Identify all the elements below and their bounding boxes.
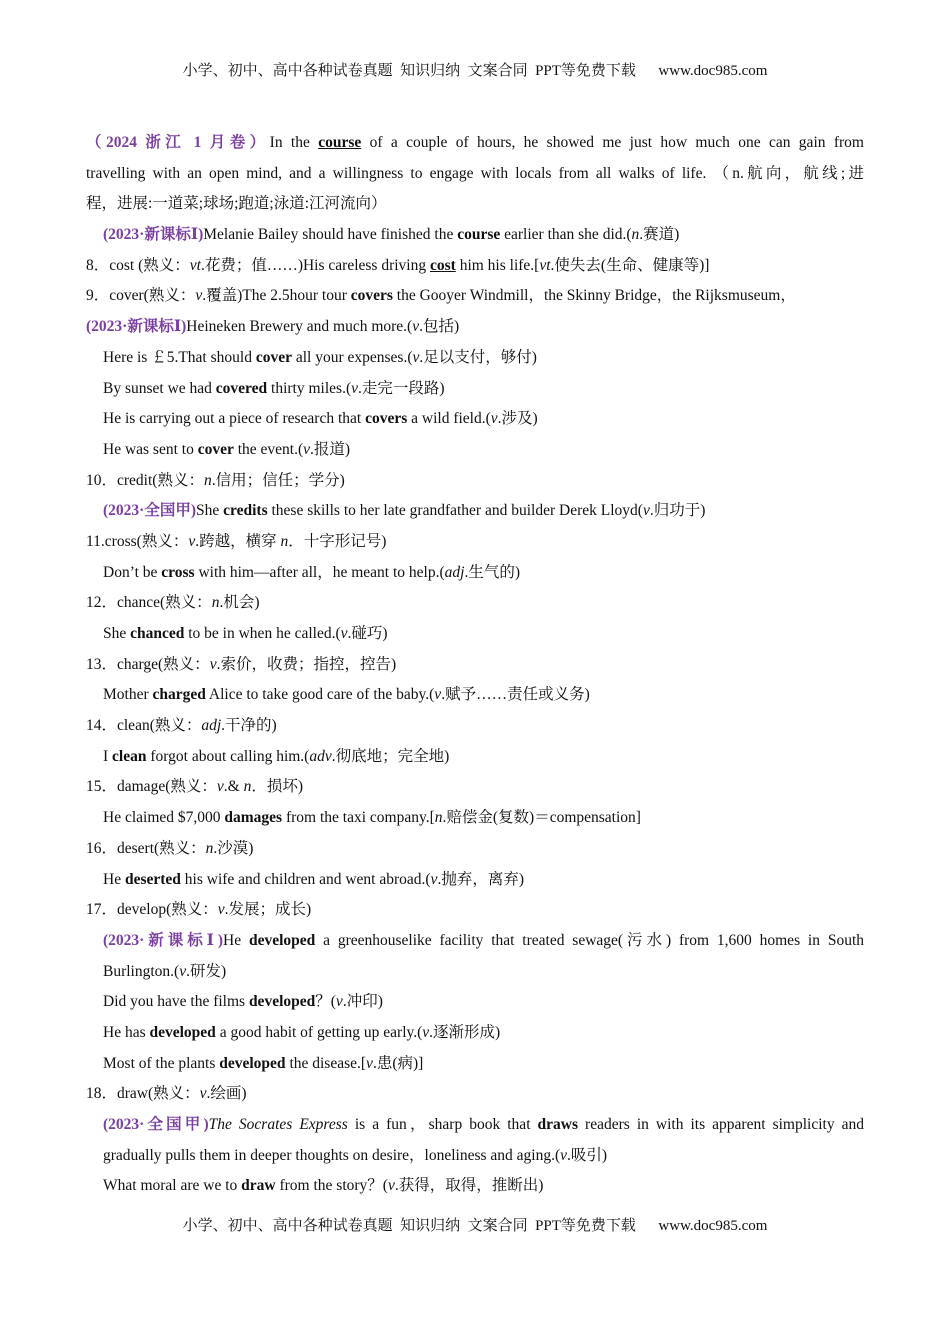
text-run: He is carrying out a piece of research that (103, 410, 366, 428)
text-line (86, 772, 864, 803)
text-line (86, 1141, 864, 1172)
text-run: 12．chance(熟义： (86, 594, 212, 612)
text-run: .绘画) (206, 1085, 247, 1103)
text-run: 18．draw(熟义： (86, 1085, 200, 1103)
text-run: thirty miles.( (267, 379, 352, 397)
text-line (86, 834, 864, 865)
text-run: .抛弃，离弃) (437, 870, 524, 888)
italic-text: adj (444, 563, 465, 581)
text-run: Burlington.( (103, 962, 180, 980)
text-run: to be in when he called.( (184, 625, 341, 642)
text-run: I (103, 747, 113, 765)
text-run: 10．credit(熟义： (86, 471, 204, 489)
text-run: .& (223, 778, 244, 796)
italic-text: v (387, 1177, 395, 1195)
text-run: .花费；值……)His careless driving (200, 256, 430, 274)
text-run: .发展；成长) (224, 901, 312, 919)
text-run: forgot about calling him.( (146, 747, 310, 765)
text-run: Heineken Brewery and much more.( (186, 318, 413, 336)
page-footer: 小学、初中、高中各种试卷真题 知识归纳 文案合同 PPT等免费下载 www.doc985.com (182, 1218, 768, 1234)
text-run: Here is ￡5.That should (103, 348, 256, 366)
text-run: 16．desert(熟义： (86, 839, 206, 857)
text-run: .沙漠) (213, 839, 254, 857)
text-run: Don’t be (103, 563, 162, 581)
text-run: .涉及) (497, 410, 538, 428)
text-run: .赛道) (639, 226, 680, 244)
text-run: 11.cross(熟义： (86, 532, 189, 550)
italic-text: v (351, 379, 358, 397)
text-line (86, 711, 864, 742)
text-run: the Gooyer Windmill，the Skinny Bridge，the Rijksmuseum， (392, 287, 796, 305)
text-line (86, 680, 864, 711)
text-run: .碰巧) (347, 625, 388, 642)
text-line (86, 527, 864, 558)
text-run: .逐渐形成) (429, 1023, 501, 1041)
text-run: him his life.[ (455, 256, 540, 274)
text-run: Did you have the films (103, 993, 249, 1011)
text-run: 13．charge(熟义： (86, 655, 210, 673)
text-run: 15．damage(熟义： (86, 778, 217, 796)
text-run: Mother (103, 686, 153, 704)
text-line (86, 128, 864, 159)
italic-text: n (434, 809, 443, 827)
text-run: He (223, 931, 249, 949)
text-line (86, 435, 864, 466)
keyword: course (457, 226, 501, 244)
text-line (86, 865, 864, 896)
keyword: cover (255, 348, 292, 366)
text-line (86, 1171, 864, 1202)
text-line (86, 1018, 864, 1049)
text-run: He was sent to (103, 440, 198, 458)
text-run: 17．develop(熟义： (86, 901, 218, 919)
text-line (86, 466, 864, 497)
underlined-keyword: cost (429, 256, 456, 274)
text-run: ．十字形记号) (288, 532, 387, 550)
document-body (86, 128, 864, 1202)
text-line (86, 343, 864, 374)
text-run: readers in with its apparent simplicity and (578, 1116, 864, 1133)
text-run: 14．clean(熟义： (86, 717, 202, 735)
italic-text: v (199, 1085, 207, 1103)
text-line (86, 251, 864, 282)
text-run: 程，进展:一道菜;球场;跑道;泳道:江河流向） (86, 195, 387, 213)
keyword: damages (224, 809, 283, 827)
keyword: cross (161, 563, 195, 581)
italic-text: v (216, 778, 224, 796)
text-run: is a fun，sharp book that (347, 1116, 538, 1133)
source-tag: (2023·全国甲) (103, 1116, 209, 1133)
text-run: the disease.[ (285, 1054, 367, 1072)
text-run: earlier than she did.( (500, 226, 632, 244)
text-line (86, 619, 864, 650)
text-run: .使失去(生命、健康等)] (550, 256, 710, 274)
text-line (86, 404, 864, 435)
source-tag: (2023·新课标Ⅰ) (103, 931, 224, 949)
keyword: covers (350, 287, 393, 305)
italic-text: v (434, 686, 442, 704)
text-run: these skills to her late grandfather and builder Derek Lloyd( (267, 502, 643, 520)
text-line (86, 312, 864, 343)
italic-text: The Socrates Express (208, 1116, 348, 1133)
text-run: .冲印) (342, 993, 383, 1011)
text-run: In the (269, 134, 319, 151)
keyword: deserted (124, 870, 181, 888)
text-line (86, 926, 864, 957)
text-run: .包括) (419, 318, 460, 336)
text-run: the event.( (233, 440, 304, 458)
source-tag: (2023·全国甲) (103, 502, 196, 520)
keyword: draws (537, 1116, 579, 1133)
text-run: .跨越，横穿 (195, 532, 281, 550)
italic-text: n (203, 471, 212, 489)
italic-text: v (195, 287, 203, 305)
text-run: a greenhouselike facility that treated sewage(污水) from 1,600 homes in South (315, 931, 864, 949)
underlined-keyword: course (318, 134, 362, 151)
source-tag: (2023·新课标Ⅰ) (86, 318, 187, 336)
text-line (86, 957, 864, 988)
text-run: with him—after all，he meant to help.( (194, 563, 445, 581)
text-line (86, 987, 864, 1018)
text-run: .患(病)] (372, 1054, 424, 1072)
text-run: .研发) (186, 962, 227, 980)
text-run: gradually pulls them in deeper thoughts on desire，loneliness and aging.( (103, 1146, 561, 1164)
source-tag: （2024 浙江 1 月卷） (86, 134, 270, 151)
text-run: .覆盖)The 2.5hour tour (202, 287, 351, 305)
text-run: By sunset we had (103, 379, 216, 397)
italic-text: n (280, 532, 289, 550)
italic-text: v (179, 962, 187, 980)
text-run: Melanie Bailey should have finished the (203, 226, 458, 244)
text-run: .信用；信任；学分) (211, 471, 345, 489)
italic-text: v (366, 1054, 373, 1072)
italic-text: v (560, 1146, 568, 1164)
italic-text: n (631, 226, 640, 244)
text-run: .索价，收费；指控，控告) (216, 655, 397, 673)
text-run: .赔偿金(复数)＝compensation] (442, 809, 641, 827)
italic-text: v (430, 870, 438, 888)
italic-text: vt (189, 256, 201, 274)
text-line (86, 220, 864, 251)
text-line (86, 374, 864, 405)
text-line (86, 803, 864, 834)
text-run: all your expenses.( (291, 348, 413, 366)
italic-text: v (412, 318, 420, 336)
text-line (86, 558, 864, 589)
text-run: 8．cost (熟义： (86, 256, 190, 274)
italic-text: v (422, 1023, 430, 1041)
text-line (86, 1049, 864, 1080)
italic-text: v (335, 993, 343, 1011)
italic-text: vt (539, 256, 551, 274)
text-run: She (103, 625, 131, 642)
italic-text: v (340, 625, 348, 642)
source-tag: (2023·新课标Ⅰ) (103, 226, 204, 244)
keyword: covers (365, 410, 408, 428)
text-run: He claimed $7,000 (103, 809, 225, 827)
keyword: credits (223, 502, 268, 520)
text-run: travelling with an open mind, and a willingness to engage with locals from all walks of life. （n.航向，航线;进 (86, 164, 864, 182)
text-run: ．损坏) (251, 778, 303, 796)
text-run: He has (103, 1023, 150, 1041)
text-run: Alice to take good care of the baby.( (205, 686, 435, 704)
text-run: .生气的) (464, 563, 521, 581)
text-run: a good habit of getting up early.( (215, 1023, 423, 1041)
keyword: developed (149, 1023, 216, 1041)
keyword: covered (215, 379, 268, 397)
keyword: developed (219, 1054, 286, 1072)
italic-text: n (243, 778, 252, 796)
text-run: of a couple of hours, he showed me just how much one can gain from (361, 134, 864, 151)
text-run: .彻底地；完全地) (331, 747, 450, 765)
italic-text: v (412, 348, 420, 366)
italic-text: v (209, 655, 217, 673)
text-line (86, 159, 864, 190)
text-run: .获得，取得，推断出) (394, 1177, 544, 1195)
text-line (86, 281, 864, 312)
italic-text: n (211, 594, 220, 612)
text-run: a wild field.( (407, 410, 491, 428)
text-run: .赋予……责任或义务) (441, 686, 590, 704)
keyword: developed (248, 993, 316, 1011)
keyword: clean (112, 747, 147, 765)
text-line (86, 1110, 864, 1141)
text-line (86, 496, 864, 527)
text-run: ？( (315, 993, 336, 1011)
keyword: charged (152, 686, 206, 704)
text-run: .走完一段路) (358, 379, 445, 397)
text-run: .足以支付，够付) (419, 348, 537, 366)
text-run: .机会) (219, 594, 260, 612)
italic-text: v (188, 532, 196, 550)
text-run: his wife and children and went abroad.( (180, 870, 431, 888)
text-run: Most of the plants (103, 1054, 220, 1072)
text-line (86, 189, 864, 220)
keyword: cover (197, 440, 234, 458)
keyword: draw (241, 1177, 276, 1195)
text-run: .报道) (310, 440, 351, 458)
text-line (86, 1079, 864, 1110)
italic-text: adj (201, 717, 222, 735)
italic-text: v (490, 410, 498, 428)
italic-text: n (205, 839, 214, 857)
italic-text: v (217, 901, 225, 919)
text-run: .干净的) (221, 717, 277, 735)
text-line (86, 650, 864, 681)
italic-text: v (303, 440, 311, 458)
page-header: 小学、初中、高中各种试卷真题 知识归纳 文案合同 PPT等免费下载 www.doc985.com (182, 63, 768, 79)
text-run: 9．cover(熟义： (86, 287, 196, 305)
italic-text: adv (309, 747, 332, 765)
text-run: What moral are we to (103, 1177, 242, 1195)
text-run: from the story？( (275, 1177, 388, 1195)
text-run: She (196, 502, 224, 520)
text-line (86, 742, 864, 773)
text-run: .吸引) (567, 1146, 608, 1164)
text-run: He (103, 870, 125, 888)
text-run: from the taxi company.[ (282, 809, 435, 827)
keyword: developed (248, 931, 316, 949)
text-line (86, 588, 864, 619)
italic-text: v (642, 502, 650, 520)
keyword: chanced (130, 625, 185, 642)
text-line (86, 895, 864, 926)
text-run: .归功于) (649, 502, 706, 520)
